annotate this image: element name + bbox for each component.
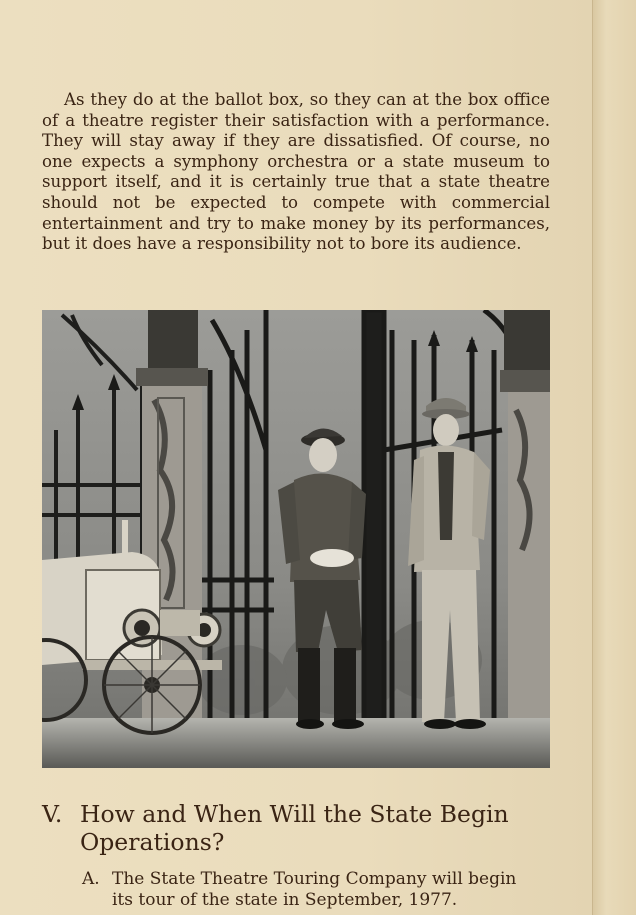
body-paragraph: As they do at the ballot box, so they can at the box office of a theatre register their satisfaction with a performance. They will stay away if they are dissatisfied. Of course, no one expects a symphony orchestra or a state museum to support itself, and it is certainly true that a state theatre should not be expected to compete with commercial entertainment and try to make money by its performances, but it does have a responsibility not to bore its audience. <box>42 90 550 254</box>
list-item-letter: A. <box>82 869 100 889</box>
list-item <box>82 869 562 911</box>
section-title-line2: Operations? <box>80 828 225 856</box>
section-title-line1: How and When Will the State Begin <box>80 800 509 828</box>
section-heading <box>42 800 562 856</box>
section-number: V. <box>42 800 63 828</box>
stage-photograph <box>42 310 550 768</box>
list-item-line1: The State Theatre Touring Company will begin <box>112 869 517 889</box>
list-item-line2: its tour of the state in September, 1977. <box>112 890 458 910</box>
page-edge <box>592 0 636 915</box>
